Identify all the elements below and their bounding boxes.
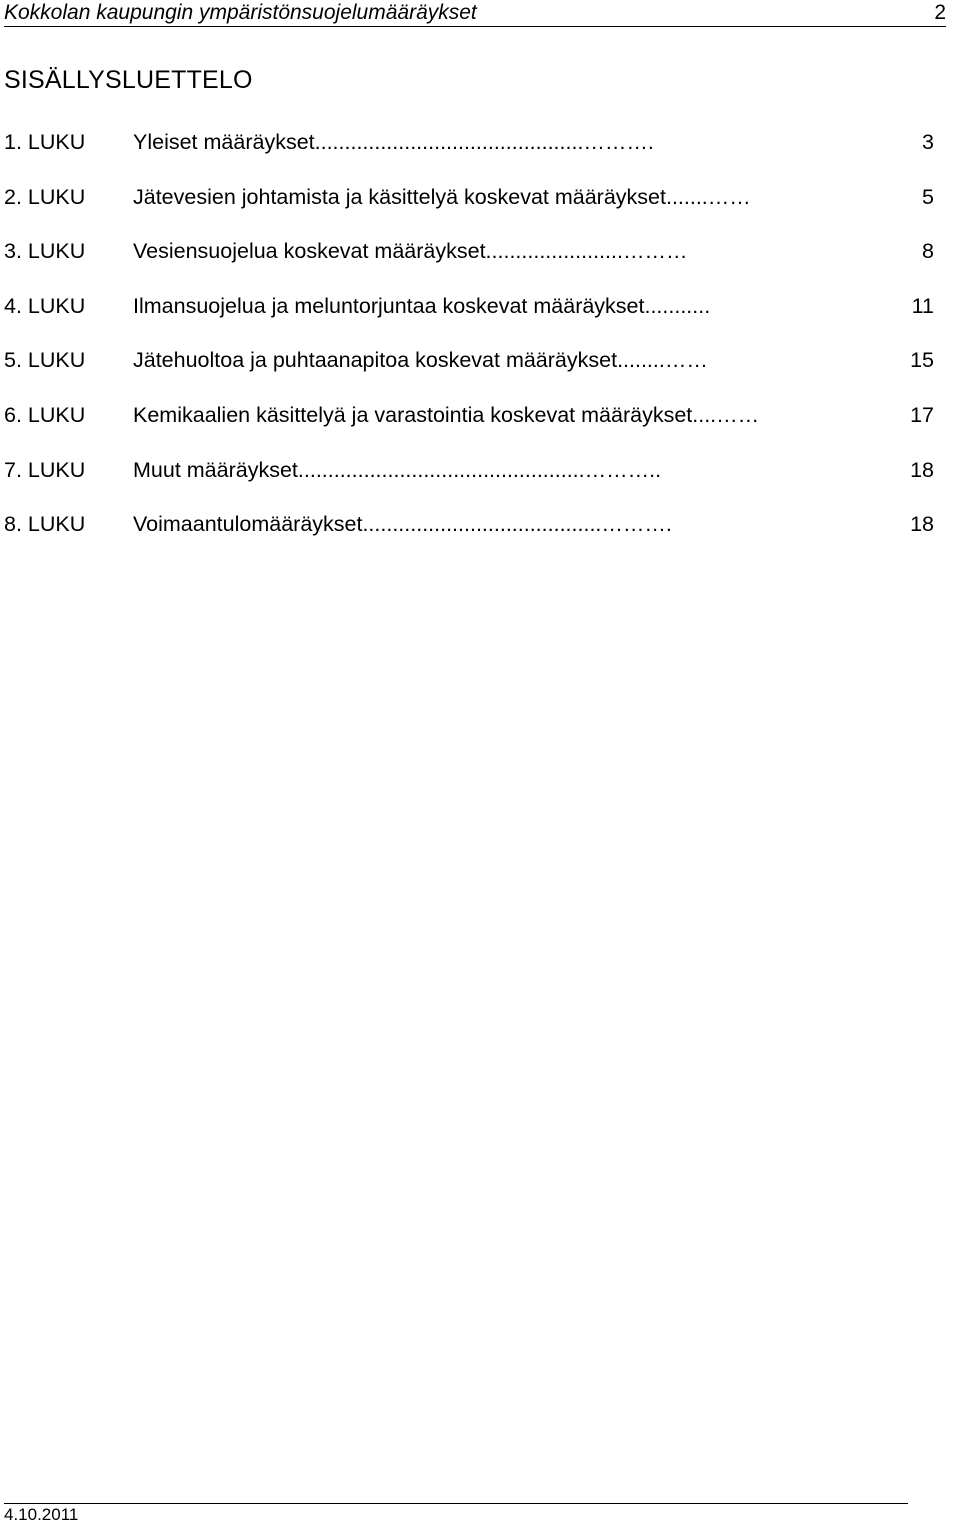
toc-entry-title: Jätevesien johtamista ja käsittelyä koskevat määräykset.......……: [133, 185, 751, 209]
toc-entry-title: Jätehuoltoa ja puhtaanapitoa koskevat määräykset........……: [133, 348, 708, 372]
page-header: [4, 0, 946, 27]
toc-entry-title: Muut määräykset................................................………..: [133, 458, 662, 482]
toc-entry[interactable]: [0, 509, 960, 539]
toc-heading: SISÄLLYSLUETTELO: [4, 66, 253, 94]
toc-chapter-label: 4. LUKU: [4, 294, 86, 318]
footer-divider: [4, 1503, 908, 1504]
toc-entry[interactable]: [0, 236, 960, 266]
toc-chapter-label: 5. LUKU: [4, 348, 86, 372]
toc-page-number: 15: [910, 348, 934, 372]
toc-page-number: 17: [910, 403, 934, 427]
toc-chapter-label: 1. LUKU: [4, 130, 86, 154]
toc-chapter-label: 6. LUKU: [4, 403, 86, 427]
document-title: Kokkolan kaupungin ympäristönsuojelumääräykset: [4, 1, 477, 24]
toc-page-number: 3: [922, 130, 934, 154]
page-number: 2: [934, 1, 946, 24]
toc-page-number: 18: [910, 512, 934, 536]
footer-date: 4.10.2011: [4, 1505, 79, 1524]
toc-entry[interactable]: [0, 182, 960, 212]
toc-chapter-label: 8. LUKU: [4, 512, 86, 536]
toc-chapter-label: 3. LUKU: [4, 239, 86, 263]
toc-page-number: 8: [922, 239, 934, 263]
toc-page-number: 18: [910, 458, 934, 482]
toc-entry[interactable]: [0, 345, 960, 375]
toc-entry-title: Voimaantulomääräykset........................................……….: [133, 512, 672, 536]
toc-entry[interactable]: [0, 291, 960, 321]
toc-page-number: 5: [922, 185, 934, 209]
toc-entry-title: Vesiensuojelua koskevat määräykset.......................………: [133, 239, 688, 263]
toc-entry-title: Ilmansuojelua ja meluntorjuntaa koskevat määräykset...........: [133, 294, 711, 318]
toc-entry-title: Yleiset määräykset.............................................……….: [133, 130, 654, 154]
toc-chapter-label: 7. LUKU: [4, 458, 86, 482]
toc-chapter-label: 2. LUKU: [4, 185, 86, 209]
toc-entry-title: Kemikaalien käsittelyä ja varastointia koskevat määräykset....……: [133, 403, 760, 427]
toc-entry[interactable]: [0, 127, 960, 157]
toc-entry[interactable]: [0, 400, 960, 430]
toc-page-number: 11: [911, 294, 934, 318]
toc-entry[interactable]: [0, 455, 960, 485]
